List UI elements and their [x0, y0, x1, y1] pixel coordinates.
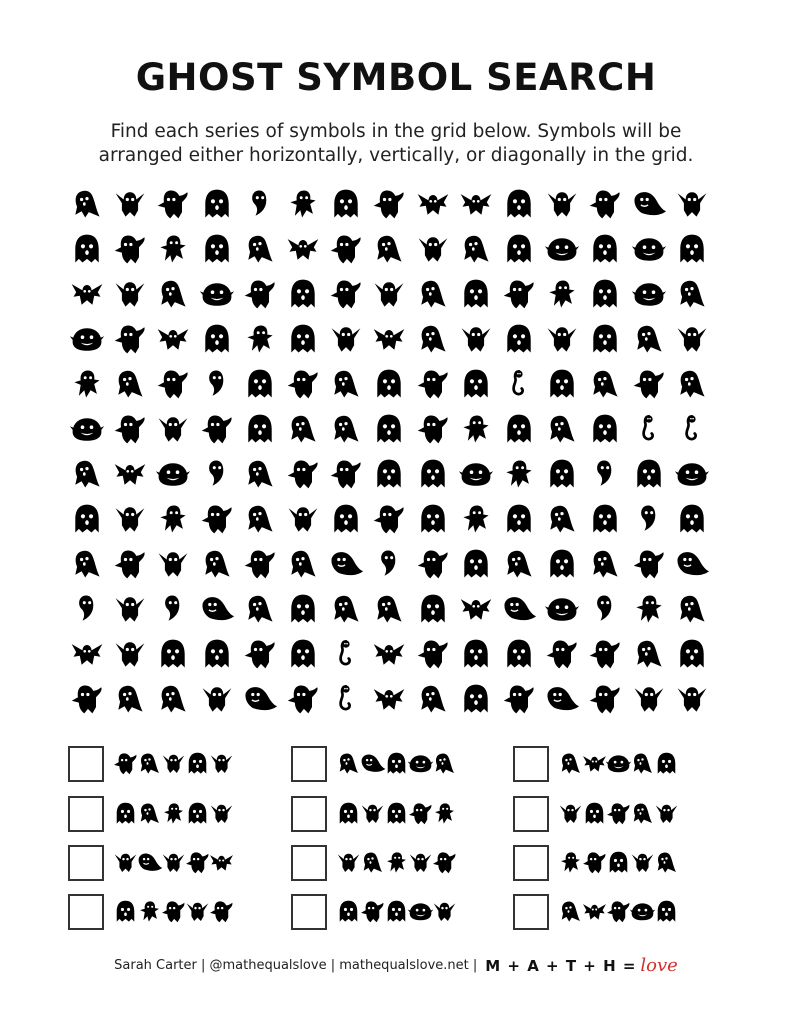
- clue-ghost-symbol: [629, 898, 656, 925]
- clue-ghost-symbol: [136, 800, 163, 827]
- grid-ghost-symbol[interactable]: [155, 546, 191, 582]
- clue-symbol-sequence: [112, 748, 262, 780]
- grid-ghost-symbol[interactable]: [112, 276, 148, 312]
- grid-ghost-symbol[interactable]: [674, 636, 710, 672]
- grid-ghost-symbol[interactable]: [415, 231, 451, 267]
- grid-ghost-symbol[interactable]: [631, 366, 667, 402]
- grid-ghost-symbol[interactable]: [631, 501, 667, 537]
- grid-ghost-symbol[interactable]: [501, 636, 537, 672]
- grid-ghost-symbol[interactable]: [544, 591, 580, 627]
- grid-ghost-symbol[interactable]: [587, 411, 623, 447]
- grid-ghost-symbol[interactable]: [112, 591, 148, 627]
- grid-ghost-symbol[interactable]: [415, 366, 451, 402]
- grid-ghost-symbol[interactable]: [674, 591, 710, 627]
- grid-ghost-symbol[interactable]: [674, 186, 710, 222]
- grid-ghost-symbol[interactable]: [544, 366, 580, 402]
- clue-ghost-symbol: [605, 898, 632, 925]
- grid-ghost-symbol[interactable]: [371, 456, 407, 492]
- clue-ghost-symbol: [136, 849, 163, 876]
- clue-ghost-symbol: [581, 898, 608, 925]
- grid-ghost-symbol[interactable]: [631, 411, 667, 447]
- clue-ghost-symbol: [112, 750, 139, 777]
- clue-symbol-sequence: [557, 748, 707, 780]
- clue-item: [513, 794, 723, 834]
- clue-item: [68, 843, 278, 883]
- grid-ghost-symbol[interactable]: [415, 681, 451, 717]
- clue-ghost-symbol: [208, 750, 235, 777]
- grid-ghost-symbol[interactable]: [587, 321, 623, 357]
- clue-checkbox[interactable]: [68, 845, 104, 881]
- grid-ghost-symbol[interactable]: [69, 636, 105, 672]
- grid-ghost-symbol[interactable]: [328, 276, 364, 312]
- grid-ghost-symbol[interactable]: [674, 546, 710, 582]
- clue-item: [291, 843, 501, 883]
- grid-ghost-symbol[interactable]: [544, 636, 580, 672]
- grid-ghost-symbol[interactable]: [69, 321, 105, 357]
- clue-ghost-symbol: [581, 849, 608, 876]
- grid-ghost-symbol[interactable]: [415, 636, 451, 672]
- clue-ghost-symbol: [359, 898, 386, 925]
- clue-checkbox[interactable]: [291, 796, 327, 832]
- grid-ghost-symbol[interactable]: [285, 501, 321, 537]
- clue-checkbox[interactable]: [513, 746, 549, 782]
- grid-ghost-symbol[interactable]: [199, 591, 235, 627]
- clue-ghost-symbol: [431, 800, 458, 827]
- grid-ghost-symbol[interactable]: [415, 591, 451, 627]
- clue-ghost-symbol: [184, 800, 211, 827]
- grid-ghost-symbol[interactable]: [155, 456, 191, 492]
- grid-ghost-symbol[interactable]: [501, 411, 537, 447]
- grid-ghost-symbol[interactable]: [371, 276, 407, 312]
- clue-ghost-symbol: [653, 849, 680, 876]
- grid-ghost-symbol[interactable]: [155, 321, 191, 357]
- grid-ghost-symbol[interactable]: [415, 321, 451, 357]
- clue-ghost-symbol: [629, 849, 656, 876]
- clue-ghost-symbol: [359, 750, 386, 777]
- clue-item: [513, 744, 723, 784]
- grid-ghost-symbol[interactable]: [112, 501, 148, 537]
- grid-ghost-symbol[interactable]: [199, 456, 235, 492]
- clue-checkbox[interactable]: [291, 746, 327, 782]
- grid-ghost-symbol[interactable]: [112, 231, 148, 267]
- clue-checkbox[interactable]: [68, 746, 104, 782]
- grid-ghost-symbol[interactable]: [199, 186, 235, 222]
- grid-ghost-symbol[interactable]: [371, 501, 407, 537]
- grid-ghost-symbol[interactable]: [242, 321, 278, 357]
- grid-ghost-symbol[interactable]: [155, 636, 191, 672]
- clue-ghost-symbol: [557, 898, 584, 925]
- footer-brand: M + A + T + H =: [485, 956, 637, 975]
- grid-ghost-symbol[interactable]: [631, 546, 667, 582]
- grid-ghost-symbol[interactable]: [285, 636, 321, 672]
- clue-checkbox[interactable]: [513, 894, 549, 930]
- grid-ghost-symbol[interactable]: [371, 186, 407, 222]
- clue-ghost-symbol: [605, 750, 632, 777]
- clue-ghost-symbol: [112, 800, 139, 827]
- grid-ghost-symbol[interactable]: [674, 681, 710, 717]
- grid-ghost-symbol[interactable]: [631, 456, 667, 492]
- grid-ghost-symbol[interactable]: [69, 366, 105, 402]
- grid-ghost-symbol[interactable]: [328, 411, 364, 447]
- grid-ghost-symbol[interactable]: [242, 456, 278, 492]
- grid-ghost-symbol[interactable]: [69, 186, 105, 222]
- grid-ghost-symbol[interactable]: [285, 276, 321, 312]
- grid-ghost-symbol[interactable]: [112, 546, 148, 582]
- grid-ghost-symbol[interactable]: [242, 186, 278, 222]
- grid-ghost-symbol[interactable]: [674, 276, 710, 312]
- clue-ghost-symbol: [581, 800, 608, 827]
- grid-ghost-symbol[interactable]: [458, 591, 494, 627]
- grid-ghost-symbol[interactable]: [199, 366, 235, 402]
- clue-ghost-symbol: [383, 800, 410, 827]
- clue-checkbox[interactable]: [291, 894, 327, 930]
- grid-ghost-symbol[interactable]: [544, 321, 580, 357]
- grid-ghost-symbol[interactable]: [328, 456, 364, 492]
- grid-ghost-symbol[interactable]: [69, 276, 105, 312]
- clue-item: [291, 892, 501, 932]
- clue-item: [513, 892, 723, 932]
- grid-ghost-symbol[interactable]: [328, 366, 364, 402]
- grid-ghost-symbol[interactable]: [199, 321, 235, 357]
- grid-ghost-symbol[interactable]: [631, 231, 667, 267]
- grid-ghost-symbol[interactable]: [285, 186, 321, 222]
- grid-ghost-symbol[interactable]: [371, 636, 407, 672]
- clue-item: [68, 794, 278, 834]
- grid-ghost-symbol[interactable]: [242, 681, 278, 717]
- grid-ghost-symbol[interactable]: [587, 456, 623, 492]
- grid-ghost-symbol[interactable]: [199, 681, 235, 717]
- grid-ghost-symbol[interactable]: [501, 321, 537, 357]
- clue-ghost-symbol: [431, 750, 458, 777]
- grid-ghost-symbol[interactable]: [501, 366, 537, 402]
- grid-ghost-symbol[interactable]: [285, 591, 321, 627]
- clue-ghost-symbol: [160, 750, 187, 777]
- grid-ghost-symbol[interactable]: [674, 501, 710, 537]
- clue-symbol-sequence: [557, 847, 707, 879]
- grid-ghost-symbol[interactable]: [112, 186, 148, 222]
- footer-love-script: love: [640, 955, 678, 976]
- clue-ghost-symbol: [184, 849, 211, 876]
- grid-ghost-symbol[interactable]: [674, 321, 710, 357]
- grid-ghost-symbol[interactable]: [501, 546, 537, 582]
- grid-ghost-symbol[interactable]: [69, 681, 105, 717]
- grid-ghost-symbol[interactable]: [155, 366, 191, 402]
- grid-ghost-symbol[interactable]: [631, 276, 667, 312]
- grid-ghost-symbol[interactable]: [285, 321, 321, 357]
- grid-ghost-symbol[interactable]: [199, 546, 235, 582]
- grid-ghost-symbol[interactable]: [242, 231, 278, 267]
- clue-ghost-symbol: [629, 800, 656, 827]
- clue-ghost-symbol: [359, 849, 386, 876]
- grid-ghost-symbol[interactable]: [242, 501, 278, 537]
- grid-ghost-symbol[interactable]: [458, 186, 494, 222]
- grid-ghost-symbol[interactable]: [501, 456, 537, 492]
- grid-ghost-symbol[interactable]: [112, 366, 148, 402]
- grid-ghost-symbol[interactable]: [112, 321, 148, 357]
- grid-ghost-symbol[interactable]: [587, 366, 623, 402]
- grid-ghost-symbol[interactable]: [242, 276, 278, 312]
- grid-ghost-symbol[interactable]: [544, 501, 580, 537]
- worksheet-title: GHOST SYMBOL SEARCH: [135, 56, 657, 99]
- clue-symbol-sequence: [112, 896, 262, 928]
- grid-ghost-symbol[interactable]: [155, 501, 191, 537]
- grid-ghost-symbol[interactable]: [112, 456, 148, 492]
- clue-checkbox[interactable]: [68, 894, 104, 930]
- grid-ghost-symbol[interactable]: [415, 456, 451, 492]
- clue-ghost-symbol: [431, 898, 458, 925]
- grid-ghost-symbol[interactable]: [458, 456, 494, 492]
- grid-ghost-symbol[interactable]: [285, 546, 321, 582]
- instructions-text: [60, 120, 732, 168]
- grid-ghost-symbol[interactable]: [155, 681, 191, 717]
- grid-ghost-symbol[interactable]: [674, 366, 710, 402]
- instructions-line-1: Find each series of symbols in the grid below. Symbols will be: [110, 121, 682, 142]
- grid-ghost-symbol[interactable]: [544, 546, 580, 582]
- grid-ghost-symbol[interactable]: [69, 411, 105, 447]
- grid-ghost-symbol[interactable]: [415, 546, 451, 582]
- grid-ghost-symbol[interactable]: [544, 456, 580, 492]
- clue-ghost-symbol: [359, 800, 386, 827]
- clue-ghost-symbol: [112, 849, 139, 876]
- grid-ghost-symbol[interactable]: [328, 231, 364, 267]
- grid-ghost-symbol[interactable]: [155, 591, 191, 627]
- grid-ghost-symbol[interactable]: [285, 411, 321, 447]
- grid-ghost-symbol[interactable]: [415, 276, 451, 312]
- grid-ghost-symbol[interactable]: [328, 501, 364, 537]
- clue-ghost-symbol: [383, 898, 410, 925]
- grid-ghost-symbol[interactable]: [458, 411, 494, 447]
- clue-ghost-symbol: [653, 800, 680, 827]
- grid-ghost-symbol[interactable]: [501, 231, 537, 267]
- clue-ghost-symbol: [335, 898, 362, 925]
- grid-ghost-symbol[interactable]: [328, 546, 364, 582]
- clue-checkbox[interactable]: [513, 796, 549, 832]
- clue-item: [291, 744, 501, 784]
- grid-ghost-symbol[interactable]: [631, 681, 667, 717]
- clue-ghost-symbol: [335, 800, 362, 827]
- grid-ghost-symbol[interactable]: [458, 546, 494, 582]
- clue-checkbox[interactable]: [68, 796, 104, 832]
- grid-ghost-symbol[interactable]: [587, 636, 623, 672]
- clue-ghost-symbol: [407, 849, 434, 876]
- clue-symbol-sequence: [335, 798, 485, 830]
- clue-ghost-symbol: [136, 750, 163, 777]
- grid-ghost-symbol[interactable]: [69, 501, 105, 537]
- clue-ghost-symbol: [653, 750, 680, 777]
- grid-ghost-symbol[interactable]: [69, 591, 105, 627]
- grid-ghost-symbol[interactable]: [69, 546, 105, 582]
- grid-ghost-symbol[interactable]: [587, 681, 623, 717]
- instructions-line-2: arranged either horizontally, vertically, or diagonally in the grid.: [98, 145, 694, 166]
- grid-ghost-symbol[interactable]: [199, 231, 235, 267]
- clue-ghost-symbol: [629, 750, 656, 777]
- clue-ghost-symbol: [431, 849, 458, 876]
- grid-ghost-symbol[interactable]: [587, 276, 623, 312]
- grid-ghost-symbol[interactable]: [674, 456, 710, 492]
- grid-ghost-symbol[interactable]: [631, 636, 667, 672]
- grid-ghost-symbol[interactable]: [587, 501, 623, 537]
- grid-ghost-symbol[interactable]: [544, 231, 580, 267]
- grid-ghost-symbol[interactable]: [371, 546, 407, 582]
- clue-ghost-symbol: [383, 849, 410, 876]
- grid-ghost-symbol[interactable]: [458, 321, 494, 357]
- grid-ghost-symbol[interactable]: [242, 591, 278, 627]
- clue-ghost-symbol: [160, 849, 187, 876]
- grid-ghost-symbol[interactable]: [415, 411, 451, 447]
- clue-ghost-symbol: [407, 800, 434, 827]
- grid-ghost-symbol[interactable]: [458, 231, 494, 267]
- grid-ghost-symbol[interactable]: [587, 231, 623, 267]
- grid-ghost-symbol[interactable]: [544, 186, 580, 222]
- grid-ghost-symbol[interactable]: [285, 456, 321, 492]
- grid-ghost-symbol[interactable]: [69, 456, 105, 492]
- clue-ghost-symbol: [407, 750, 434, 777]
- clue-symbol-sequence: [335, 748, 485, 780]
- grid-ghost-symbol[interactable]: [501, 186, 537, 222]
- grid-ghost-symbol[interactable]: [458, 501, 494, 537]
- grid-ghost-symbol[interactable]: [242, 411, 278, 447]
- grid-ghost-symbol[interactable]: [501, 591, 537, 627]
- footer: [0, 955, 792, 979]
- grid-ghost-symbol[interactable]: [458, 681, 494, 717]
- clue-ghost-symbol: [112, 898, 139, 925]
- clue-symbol-sequence: [557, 798, 707, 830]
- grid-ghost-symbol[interactable]: [631, 186, 667, 222]
- grid-ghost-symbol[interactable]: [285, 366, 321, 402]
- grid-ghost-symbol[interactable]: [631, 321, 667, 357]
- grid-ghost-symbol[interactable]: [112, 636, 148, 672]
- grid-ghost-symbol[interactable]: [371, 681, 407, 717]
- grid-ghost-symbol[interactable]: [112, 681, 148, 717]
- grid-ghost-symbol[interactable]: [501, 681, 537, 717]
- grid-ghost-symbol[interactable]: [199, 501, 235, 537]
- grid-ghost-symbol[interactable]: [328, 636, 364, 672]
- clue-ghost-symbol: [184, 898, 211, 925]
- grid-ghost-symbol[interactable]: [242, 636, 278, 672]
- grid-ghost-symbol[interactable]: [587, 186, 623, 222]
- clue-ghost-symbol: [557, 849, 584, 876]
- footer-credit: Sarah Carter | @mathequalslove | mathequalslove.net |: [114, 958, 478, 973]
- grid-ghost-symbol[interactable]: [458, 276, 494, 312]
- clue-ghost-symbol: [383, 750, 410, 777]
- grid-ghost-symbol[interactable]: [371, 411, 407, 447]
- grid-ghost-symbol[interactable]: [155, 231, 191, 267]
- clue-ghost-symbol: [208, 898, 235, 925]
- clue-ghost-symbol: [653, 898, 680, 925]
- clue-item: [68, 744, 278, 784]
- clue-ghost-symbol: [335, 750, 362, 777]
- clue-ghost-symbol: [136, 898, 163, 925]
- clue-ghost-symbol: [605, 800, 632, 827]
- grid-ghost-symbol[interactable]: [371, 591, 407, 627]
- grid-ghost-symbol[interactable]: [415, 501, 451, 537]
- clue-ghost-symbol: [208, 800, 235, 827]
- grid-ghost-symbol[interactable]: [328, 591, 364, 627]
- clue-ghost-symbol: [184, 750, 211, 777]
- grid-ghost-symbol[interactable]: [328, 321, 364, 357]
- grid-ghost-symbol[interactable]: [544, 411, 580, 447]
- clue-ghost-symbol: [160, 800, 187, 827]
- grid-ghost-symbol[interactable]: [69, 231, 105, 267]
- grid-ghost-symbol[interactable]: [587, 591, 623, 627]
- clue-symbol-sequence: [112, 798, 262, 830]
- grid-ghost-symbol[interactable]: [155, 186, 191, 222]
- grid-ghost-symbol[interactable]: [631, 591, 667, 627]
- grid-ghost-symbol[interactable]: [674, 411, 710, 447]
- grid-ghost-symbol[interactable]: [587, 546, 623, 582]
- grid-ghost-symbol[interactable]: [112, 411, 148, 447]
- clue-symbol-sequence: [335, 896, 485, 928]
- grid-ghost-symbol[interactable]: [501, 276, 537, 312]
- grid-ghost-symbol[interactable]: [285, 231, 321, 267]
- grid-ghost-symbol[interactable]: [371, 366, 407, 402]
- grid-ghost-symbol[interactable]: [199, 276, 235, 312]
- grid-ghost-symbol[interactable]: [155, 276, 191, 312]
- grid-ghost-symbol[interactable]: [458, 366, 494, 402]
- grid-ghost-symbol[interactable]: [242, 546, 278, 582]
- clue-ghost-symbol: [335, 849, 362, 876]
- grid-ghost-symbol[interactable]: [328, 681, 364, 717]
- grid-ghost-symbol[interactable]: [458, 636, 494, 672]
- clue-checkbox[interactable]: [513, 845, 549, 881]
- clue-symbol-sequence: [557, 896, 707, 928]
- clue-ghost-symbol: [605, 849, 632, 876]
- grid-ghost-symbol[interactable]: [415, 186, 451, 222]
- clue-symbol-sequence: [335, 847, 485, 879]
- clue-item: [513, 843, 723, 883]
- grid-ghost-symbol[interactable]: [674, 231, 710, 267]
- grid-ghost-symbol[interactable]: [199, 636, 235, 672]
- grid-ghost-symbol[interactable]: [285, 681, 321, 717]
- clue-ghost-symbol: [160, 898, 187, 925]
- clue-item: [68, 892, 278, 932]
- grid-ghost-symbol[interactable]: [328, 186, 364, 222]
- grid-ghost-symbol[interactable]: [371, 231, 407, 267]
- clue-ghost-symbol: [557, 800, 584, 827]
- grid-ghost-symbol[interactable]: [501, 501, 537, 537]
- grid-ghost-symbol[interactable]: [371, 321, 407, 357]
- clue-ghost-symbol: [407, 898, 434, 925]
- grid-ghost-symbol[interactable]: [544, 681, 580, 717]
- grid-ghost-symbol[interactable]: [199, 411, 235, 447]
- grid-ghost-symbol[interactable]: [544, 276, 580, 312]
- clue-ghost-symbol: [208, 849, 235, 876]
- clue-symbol-sequence: [112, 847, 262, 879]
- clue-checkbox[interactable]: [291, 845, 327, 881]
- grid-ghost-symbol[interactable]: [155, 411, 191, 447]
- clue-ghost-symbol: [557, 750, 584, 777]
- grid-ghost-symbol[interactable]: [242, 366, 278, 402]
- clue-ghost-symbol: [581, 750, 608, 777]
- clue-item: [291, 794, 501, 834]
